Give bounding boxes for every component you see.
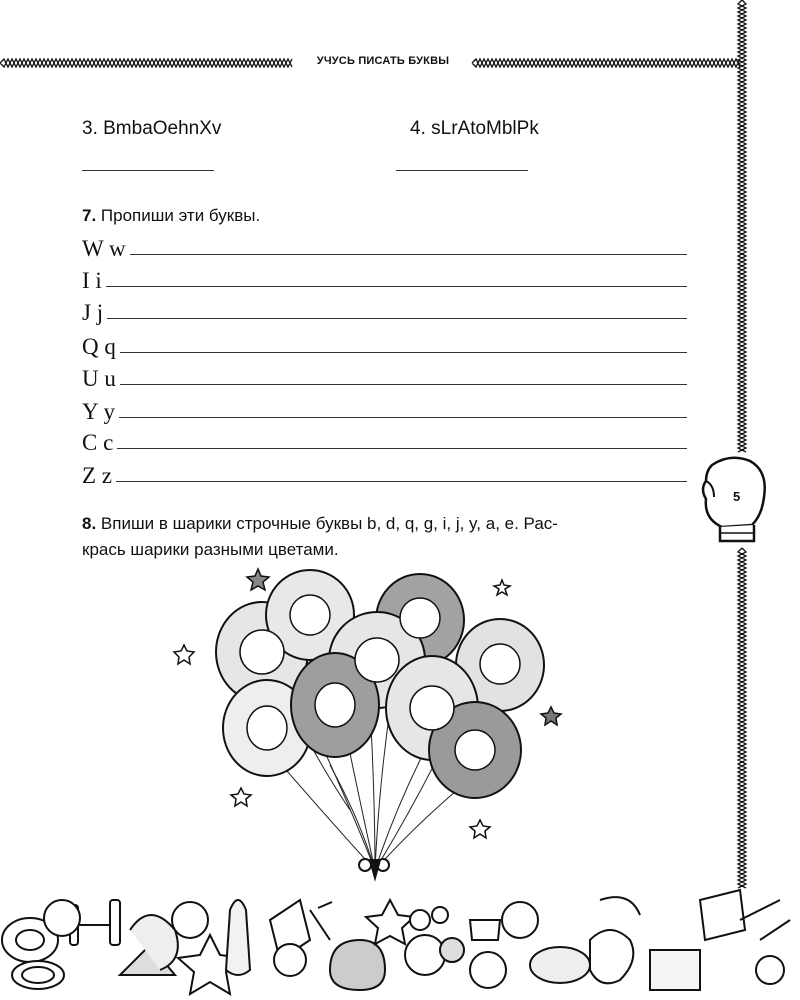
- task-3-label: 3. BmbaOehnXv: [82, 118, 222, 139]
- letter-pair: I i: [82, 268, 102, 293]
- letter-pair: W w: [82, 236, 126, 261]
- task-8-number: 8.: [82, 514, 97, 533]
- sports-equipment-border: [0, 880, 800, 1000]
- page-header-title: УЧУСЬ ПИСАТЬ БУКВЫ: [316, 55, 450, 67]
- task-7-text: Пропиши эти буквы.: [100, 206, 261, 225]
- task-7-number: 7.: [82, 206, 97, 225]
- letter-pair: C c: [82, 430, 114, 455]
- task-4-label: 4. sLrAtoMblPk: [410, 118, 539, 139]
- letter-pair: U u: [82, 366, 116, 391]
- page-number: 5: [733, 489, 741, 504]
- task-8-text-line2: крась шарики разными цветами.: [82, 540, 339, 559]
- task-8-text-line1: Впиши в шарики строчные буквы b, d, q, g, i, j, y, a, e. Рас-: [100, 514, 558, 533]
- letter-pair: Q q: [82, 334, 116, 359]
- letter-pair: J j: [82, 300, 104, 325]
- letter-pair: Z z: [82, 463, 113, 488]
- letter-pair: Y y: [82, 399, 116, 424]
